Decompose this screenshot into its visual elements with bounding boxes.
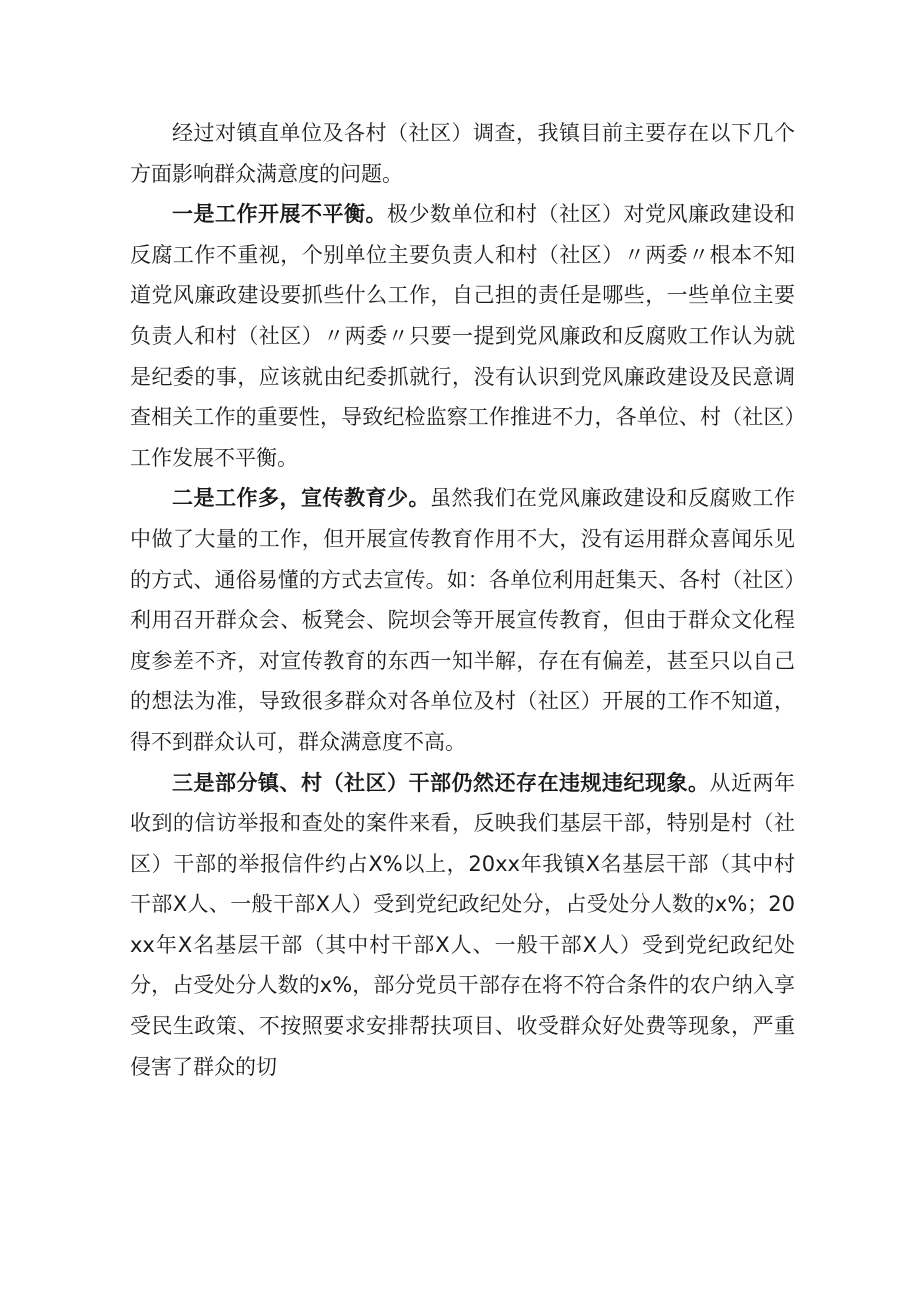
paragraph-issue-3 [130,763,795,1088]
paragraph-lead: 二是工作多，宣传教育少。 [172,486,430,511]
paragraph-lead: 一是工作开展不平衡。 [172,202,387,227]
document-body [130,113,795,1087]
paragraph-text: 从近两年收到的信访举报和查处的案件来看，反映我们基层干部，特别是村（社区）干部的举报信件约占X%以上，20xx年我镇X名基层干部（其中村干部X人、一般干部X人）受到党纪政纪处分，占受处分人数的x%；20xx年X名基层干部（其中村干部X人、一般干部X人）受到党纪政纪处分，占受处分人数的x%，部分党员干部存在将不符合条件的农户纳入享受民生政策、不按照要求安排帮扶项目、收受群众好处费等现象，严重侵害了群众的切 [130,770,795,1079]
paragraph-text: 虽然我们在党风廉政建设和反腐败工作中做了大量的工作，但开展宣传教育作用不大，没有运用群众喜闻乐见的方式、通俗易懂的方式去宣传。如：各单位利用赶集天、各村（社区）利用召开群众会、板凳会、院坝会等开展宣传教育，但由于群众文化程度参差不齐，对宣传教育的东西一知半解，存在有偏差，甚至只以自己的想法为准，导致很多群众对各单位及村（社区）开展的工作不知道，得不到群众认可，群众满意度不高。 [130,486,795,754]
paragraph-text: 极少数单位和村（社区）对党风廉政建设和反腐工作不重视，个别单位主要负责人和村（社区）〃两委〃根本不知道党风廉政建设要抓些什么工作，自己担的责任是哪些，一些单位主要负责人和村（社区）〃两委〃只要一提到党风廉政和反腐败工作认为就是纪委的事，应该就由纪委抓就行，没有认识到党风廉政建设及民意调查相关工作的重要性，导致纪检监察工作推进不力，各单位、村（社区）工作发展不平衡。 [130,202,795,470]
paragraph-issue-1 [130,194,795,478]
paragraph-text: 经过对镇直单位及各村（社区）调查，我镇目前主要存在以下几个方面影响群众满意度的问题。 [130,121,795,186]
paragraph-issue-2 [130,478,795,762]
paragraph-intro [130,113,795,194]
paragraph-lead: 三是部分镇、村（社区）干部仍然还存在违规违纪现象。 [172,770,710,795]
